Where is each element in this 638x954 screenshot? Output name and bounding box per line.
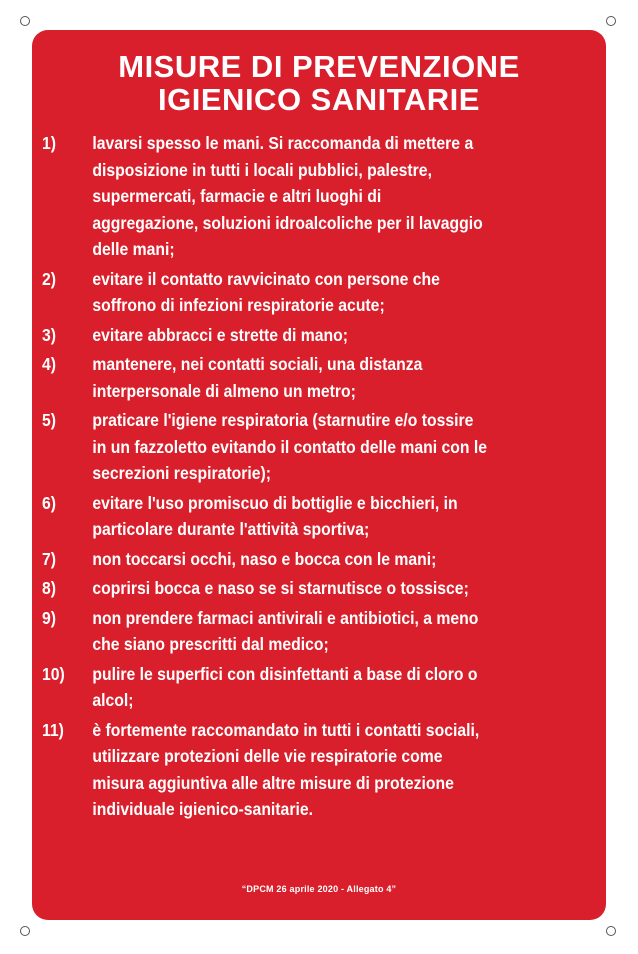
list-item <box>42 546 542 573</box>
item-text-line: è fortemente raccomandato in tutti i contatti sociali, <box>92 719 480 740</box>
list-item <box>42 351 542 404</box>
list-item <box>42 575 542 602</box>
item-text-line: soffrono di infezioni respiratorie acute; <box>92 295 385 315</box>
item-text <box>92 407 542 487</box>
list-item <box>42 322 542 349</box>
title-line-1: MISURE DI PREVENZIONE <box>118 49 520 84</box>
item-text-line: lavarsi spesso le mani. Si raccomanda di mettere a <box>92 133 474 153</box>
item-number: 5) <box>42 410 57 430</box>
measures-list <box>42 130 542 826</box>
item-number: 11) <box>42 719 64 740</box>
item-number: 3) <box>42 324 57 345</box>
item-text-line: interpersonale di almeno un metro; <box>92 380 356 401</box>
item-text-line: pulire le superfici con disinfettanti a base di cloro o <box>92 663 478 684</box>
item-text-line: praticare l'igiene respiratoria (starnutire e/o tossire <box>92 410 474 430</box>
red-panel <box>32 30 606 920</box>
item-text-line: disposizione in tutti i locali pubblici, palestre, <box>92 159 432 180</box>
item-text <box>92 130 542 263</box>
item-text-line: in un fazzoletto evitando il contatto delle mani con le <box>92 436 488 457</box>
item-number: 9) <box>42 607 57 628</box>
item-text-line: che siano prescritti dal medico; <box>92 634 329 654</box>
list-item <box>42 661 542 714</box>
list-item <box>42 407 542 487</box>
item-text <box>92 351 542 404</box>
list-item <box>42 490 542 543</box>
item-text <box>92 605 542 658</box>
item-text-line: secrezioni respiratorie); <box>92 463 271 483</box>
mounting-hole-bottom-right <box>606 926 616 936</box>
item-text-line: coprirsi bocca e naso se si starnutisce o tossisce; <box>92 578 469 598</box>
item-number: 2) <box>42 268 57 289</box>
list-item <box>42 605 542 658</box>
mounting-hole-top-left <box>20 16 30 26</box>
mounting-hole-bottom-left <box>20 926 30 936</box>
item-number: 4) <box>42 354 57 374</box>
mounting-hole-top-right <box>606 16 616 26</box>
item-text-line: mantenere, nei contatti sociali, una distanza <box>92 354 423 374</box>
item-text-line: non prendere farmaci antivirali e antibiotici, a meno <box>92 607 479 628</box>
item-text-line: alcol; <box>92 690 134 710</box>
item-text <box>92 661 542 714</box>
item-text <box>92 546 542 573</box>
item-text <box>92 575 542 602</box>
item-text <box>92 490 542 543</box>
title-line-2: IGIENICO SANITARIE <box>158 82 480 117</box>
item-text <box>92 322 542 349</box>
item-number: 8) <box>42 578 57 598</box>
item-text <box>92 266 542 319</box>
item-text-line: non toccarsi occhi, naso e bocca con le mani; <box>92 548 437 569</box>
list-item <box>42 266 542 319</box>
item-text-line: evitare l'uso promiscuo di bottiglie e bicchieri, in <box>92 492 458 513</box>
item-number: 1) <box>42 133 57 153</box>
footnote: “DPCM 26 aprile 2020 - Allegato 4” <box>241 884 397 894</box>
list-item <box>42 130 542 263</box>
item-number: 10) <box>42 663 65 684</box>
item-text-line: delle mani; <box>92 239 175 259</box>
item-text <box>92 717 542 823</box>
sign-title <box>32 50 606 116</box>
list-item <box>42 717 542 823</box>
item-text-line: utilizzare protezioni delle vie respiratorie come <box>92 746 443 766</box>
item-text-line: individuale igienico-sanitarie. <box>92 799 313 819</box>
item-text-line: aggregazione, soluzioni idroalcoliche per il lavaggio <box>92 212 483 233</box>
item-text-line: misura aggiuntiva alle altre misure di protezione <box>92 772 454 793</box>
item-text-line: evitare abbracci e strette di mano; <box>92 324 348 345</box>
item-text-line: particolare durante l'attività sportiva; <box>92 519 370 539</box>
item-number: 6) <box>42 492 57 513</box>
item-number: 7) <box>42 548 57 569</box>
item-text-line: supermercati, farmacie e altri luoghi di <box>92 186 382 206</box>
item-text-line: evitare il contatto ravvicinato con persone che <box>92 268 440 289</box>
